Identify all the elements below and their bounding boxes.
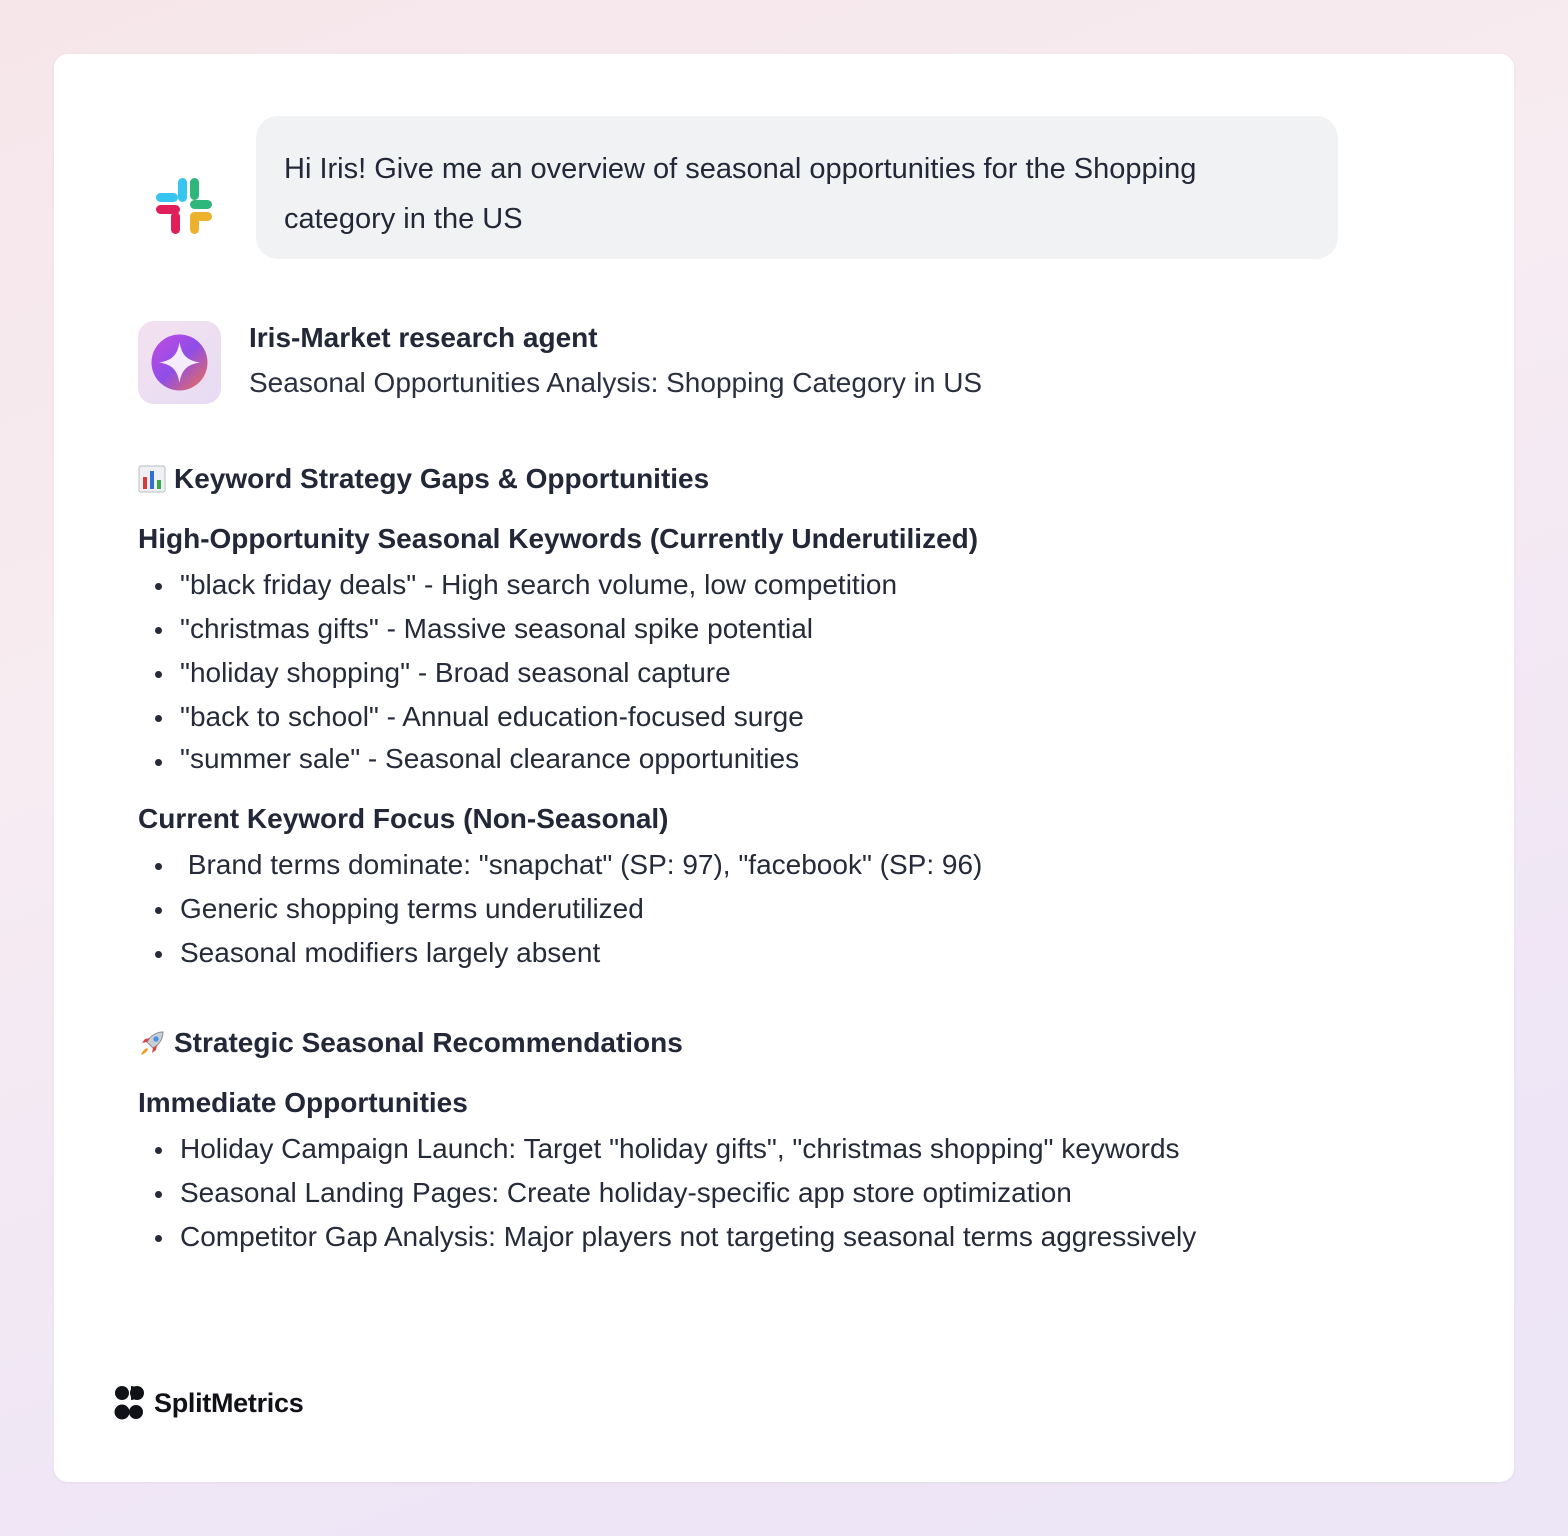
sparkle-star-icon [150,333,209,392]
user-message-line-1: Hi Iris! Give me an overview of seasonal opportunities for the Shopping [284,153,1197,185]
immediate-opportunities-list [138,1127,1196,1259]
slack-icon [154,176,216,238]
user-message-line-2: category in the US [284,203,523,235]
user-message-bubble [256,116,1338,259]
agent-name: Iris-Market research agent [249,322,598,353]
bar-chart-emoji-icon [138,465,166,493]
subheading-current-keyword-focus: Current Keyword Focus (Non-Seasonal) [138,803,669,834]
list-item: "black friday deals" - High search volume, low competition [138,563,897,607]
agent-subtitle: Seasonal Opportunities Analysis: Shopping Category in US [249,367,983,398]
list-item: "back to school" - Annual education-focused surge [138,695,897,739]
agent-avatar [138,321,221,404]
list-item: "christmas gifts" - Massive seasonal spike potential [138,607,897,651]
list-item: Holiday Campaign Launch: Target "holiday gifts", "christmas shopping" keywords [138,1127,1196,1171]
subheading-immediate-opportunities: Immediate Opportunities [138,1087,468,1118]
splitmetrics-logo-icon [114,1384,146,1422]
list-item: Seasonal modifiers largely absent [138,931,982,975]
list-item: Generic shopping terms underutilized [138,887,982,931]
list-item: Seasonal Landing Pages: Create holiday-specific app store optimization [138,1171,1196,1215]
subheading-high-opportunity-keywords: High-Opportunity Seasonal Keywords (Currently Underutilized) [138,523,979,554]
brand-footer [114,1384,303,1422]
chat-card [54,54,1514,1482]
section-heading-strategic-recommendations [138,1027,683,1059]
section-heading-keyword-strategy [138,463,709,495]
rocket-emoji-icon [138,1029,166,1057]
section-title: Strategic Seasonal Recommendations [174,1027,683,1058]
list-item: "summer sale" - Seasonal clearance opportunities [138,739,897,779]
list-item: "holiday shopping" - Broad seasonal capture [138,651,897,695]
brand-name: SplitMetrics [154,1387,304,1418]
high-opportunity-keywords-list [138,563,897,779]
list-item: Competitor Gap Analysis: Major players not targeting seasonal terms aggressively [138,1215,1196,1259]
section-title: Keyword Strategy Gaps & Opportunities [174,463,710,494]
current-keyword-focus-list [138,843,982,975]
list-item: Brand terms dominate: "snapchat" (SP: 97), "facebook" (SP: 96) [138,843,982,887]
